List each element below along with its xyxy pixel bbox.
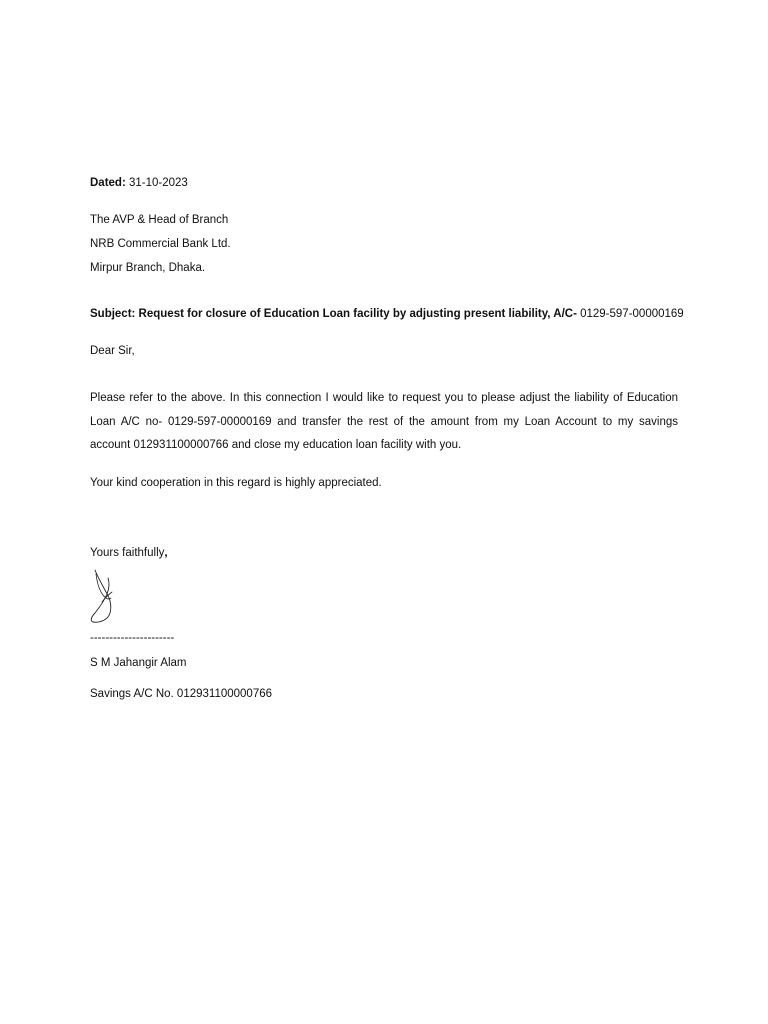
- signer-name: S M Jahangir Alam: [90, 657, 187, 669]
- signature-line: ----------------------: [90, 632, 175, 644]
- recipient-line-1: The AVP & Head of Branch: [90, 214, 229, 226]
- dated-label: Dated:: [90, 177, 126, 189]
- closing-paragraph: Your kind cooperation in this regard is highly appreciated.: [90, 477, 382, 489]
- body-paragraph: Please refer to the above. In this connection I would like to request you to please adjust the liability of Education Loan A/C no- 0129-597-00000169 and transfer the rest of the amount from my Loan Account to my savings account 012931100000766 and close my education loan facility with you.: [90, 392, 678, 451]
- sign-off: [90, 546, 168, 560]
- dated-value: 31-10-2023: [125, 177, 188, 189]
- salutation: Dear Sir,: [90, 345, 135, 357]
- subject-line: [90, 307, 684, 321]
- recipient-line-3: Mirpur Branch, Dhaka.: [90, 262, 206, 274]
- signer-account: Savings A/C No. 012931100000766: [90, 688, 273, 700]
- date-line: [90, 176, 188, 190]
- subject-label: Subject: Request for closure of Education Loan facility by adjusting present liability, A/C-: [90, 308, 577, 320]
- sign-off-comma: ,: [164, 547, 168, 559]
- recipient-line-2: NRB Commercial Bank Ltd.: [90, 238, 231, 250]
- subject-account: 0129-597-00000169: [576, 308, 684, 320]
- handwritten-signature: [86, 568, 126, 628]
- sign-off-text: Yours faithfully: [90, 547, 165, 559]
